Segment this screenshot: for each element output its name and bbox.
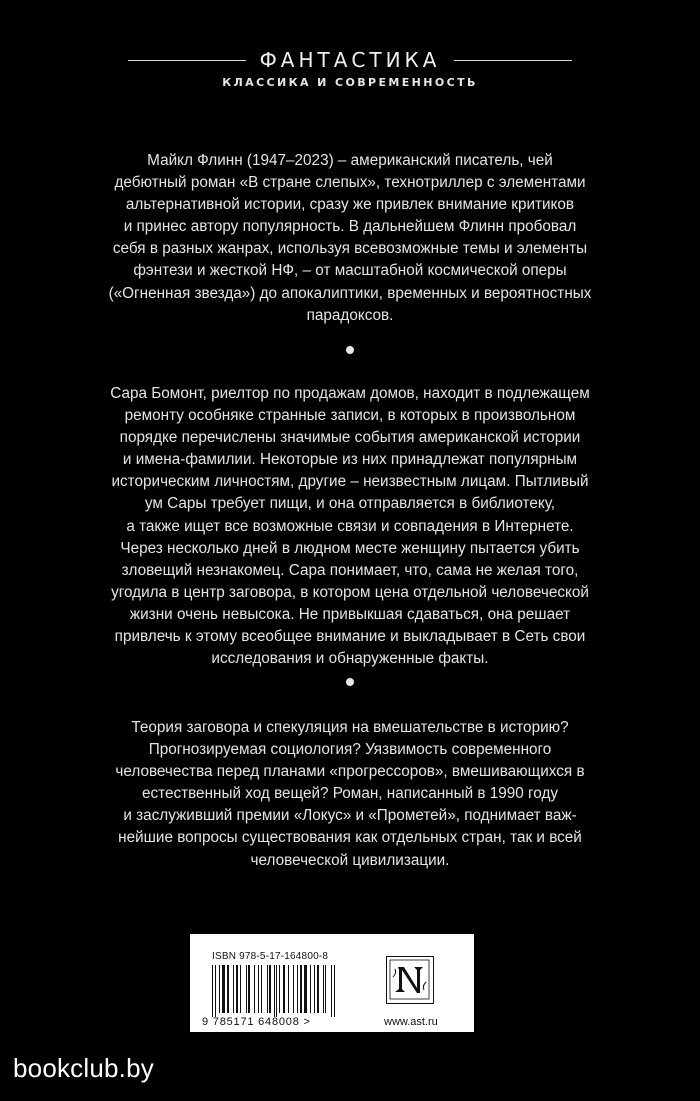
text-line: порядке перечислены значимые события американской истории [119, 429, 581, 447]
series-left-rule [128, 60, 246, 61]
barcode-bar [304, 965, 307, 1013]
text-line: историческим личностям, другие – неизвестным лицам. Пытливый [111, 473, 589, 491]
barcode-bar [215, 965, 216, 1017]
plot-summary-paragraph [60, 383, 640, 670]
barcode-bar [233, 965, 234, 1013]
themes-paragraph [60, 717, 640, 872]
text-line: Через несколько дней в людном месте женщину пытается убить [120, 539, 580, 557]
text-line: фэнтези и жесткой НФ, – от масштабной космической оперы [133, 262, 567, 280]
text-line: Теория заговора и спекуляция на вмешательстве в историю? [131, 719, 569, 736]
barcode-bar [219, 965, 220, 1013]
series-header [0, 48, 700, 90]
text-line: жизни очень невысока. Не привыкшая сдаваться, она решает [129, 605, 571, 623]
barcode-bar [310, 965, 311, 1013]
text-line: альтернативной истории, сразу же привлек внимание критиков [125, 196, 575, 214]
series-subtitle: КЛАССИКА И СОВРЕМЕННОСТЬ [222, 76, 478, 89]
ean-digits: 9 785171 648008 > [202, 1016, 311, 1028]
author-bio-paragraph [60, 150, 640, 327]
text-line: зловещий незнакомец. Сара понимает, что, сама не желая того, [121, 561, 579, 579]
text-line: и имена-фамилии. Некоторые из них принадлежат популярным [122, 451, 578, 469]
publisher-website: www.ast.ru [384, 1016, 438, 1028]
barcode-bars [212, 965, 362, 1015]
watermark-text: bookclub.by [13, 1053, 154, 1083]
barcode-bar [334, 965, 335, 1017]
barcode-bar [236, 965, 238, 1013]
barcode-bar [269, 965, 271, 1013]
barcode-bar [240, 965, 241, 1013]
text-line: себя в разных жанрах, используя всевозможные темы и элементы [112, 240, 588, 258]
barcode-bar [212, 965, 213, 1017]
bullet-separator [346, 346, 354, 354]
bullet-separator [346, 678, 354, 686]
barcode-bar [323, 965, 324, 1013]
barcode-bar [274, 965, 275, 1017]
barcode-bar [279, 965, 280, 1013]
barcode-bar [258, 965, 259, 1013]
text-line: ремонту особняке странные записи, в которых в произвольном [124, 407, 576, 425]
barcode-bar [293, 965, 294, 1013]
barcode-bar [267, 965, 268, 1013]
series-title-row [0, 48, 700, 72]
text-line: ум Сары требует пищи, и она отправляется в библиотеку, [144, 495, 556, 513]
barcode-bar [227, 965, 229, 1013]
barcode-bar [300, 965, 302, 1013]
barcode-bar [222, 965, 225, 1013]
text-line: парадоксов. [306, 306, 394, 324]
barcode-bar [276, 965, 277, 1017]
barcode-bar [246, 965, 247, 1013]
barcode-block [190, 934, 474, 1032]
series-right-rule [454, 60, 572, 61]
text-line: человечества перед планами «прогрессоров», вмешивающихся в [115, 763, 585, 781]
barcode-bar [317, 965, 319, 1013]
barcode-bar [254, 965, 255, 1013]
text-line: Прогнозируемая социология? Уязвимость современного [148, 741, 552, 759]
text-line: и принес автору популярность. В дальнейшем Флинн пробовал [123, 218, 577, 236]
barcode-bar [314, 965, 315, 1013]
text-line: исследования и обнаруженные факты. [211, 650, 489, 668]
text-line: Майкл Флинн (1947–2023) – американский писатель, чей [147, 152, 553, 169]
barcode-bar [248, 965, 250, 1013]
text-line: человеческой цивилизации. [250, 851, 450, 869]
ast-n-logo-graphic [387, 957, 432, 1002]
barcode-bar [261, 965, 262, 1013]
barcode-bar [331, 965, 332, 1017]
barcode-bar [283, 965, 285, 1013]
text-line: дебютный роман «В стране слепых», технотриллер с элементами [114, 174, 586, 192]
series-title: ФАНТАСТИКА [259, 48, 441, 72]
text-line: («Огненная звезда») до апокалиптики, временных и вероятностных [108, 284, 592, 302]
isbn-number: ISBN 978-5-17-164800-8 [212, 951, 329, 962]
text-line: и заслуживший премии «Локус» и «Прометей», поднимает важ- [123, 807, 577, 825]
text-line: а также ищет все возможные связи и совпадения в Интернете. [126, 517, 574, 535]
text-line: естественный ход вещей? Роман, написанный в 1990 году [141, 785, 559, 803]
text-line: Сара Бомонт, риелтор по продажам домов, находит в подлежащем [110, 385, 590, 402]
barcode-bar [325, 965, 326, 1013]
text-line: привлечь к этому всеобщее внимание и выкладывает в Сеть свои [114, 628, 586, 646]
barcode-bar [297, 965, 298, 1013]
ast-n-logo-icon [386, 956, 434, 1004]
text-line: нейшие вопросы существования как отдельных стран, так и всей [118, 829, 582, 847]
barcode-bar [288, 965, 289, 1013]
text-line: угодила в центр заговора, в котором цена отдельной человеческой [111, 583, 589, 601]
